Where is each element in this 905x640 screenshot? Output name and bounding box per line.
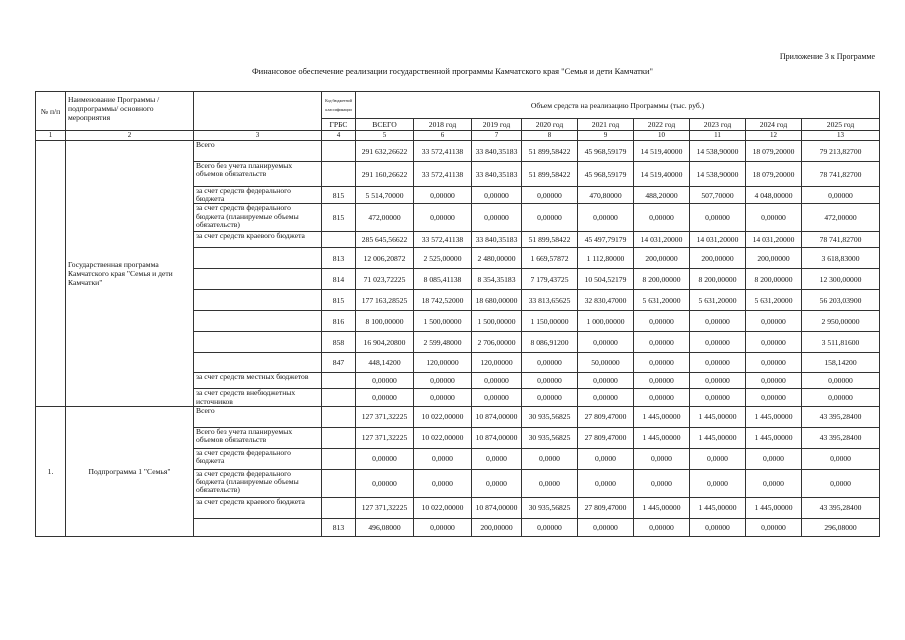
year-value: 43 395,28400 bbox=[802, 427, 880, 448]
grbs-code: 815 bbox=[322, 290, 356, 311]
year-value: 0,00000 bbox=[414, 204, 472, 232]
column-number: 4 bbox=[322, 131, 356, 141]
column-number: 11 bbox=[690, 131, 746, 141]
header-year: 2021 год bbox=[578, 119, 634, 131]
funding-source-label: Всего bbox=[194, 141, 322, 162]
year-value: 1 445,00000 bbox=[690, 497, 746, 518]
row-index: 1. bbox=[36, 406, 66, 536]
funding-source-label bbox=[194, 248, 322, 269]
year-value: 0,00000 bbox=[802, 389, 880, 406]
year-value: 27 809,47000 bbox=[578, 497, 634, 518]
year-value: 18 079,20000 bbox=[746, 162, 802, 187]
grbs-code: 815 bbox=[322, 204, 356, 232]
year-value: 8 354,35183 bbox=[472, 269, 522, 290]
year-value: 200,00000 bbox=[634, 248, 690, 269]
header-year: 2025 год bbox=[802, 119, 880, 131]
year-value: 45 968,59179 bbox=[578, 162, 634, 187]
grbs-code bbox=[322, 427, 356, 448]
year-value: 1 150,00000 bbox=[522, 311, 578, 332]
year-value: 0,0000 bbox=[472, 469, 522, 497]
header-kbs: Код бюджетной классификации bbox=[322, 92, 356, 119]
year-value: 0,00000 bbox=[522, 353, 578, 373]
year-value: 10 022,00000 bbox=[414, 427, 472, 448]
grbs-code bbox=[322, 497, 356, 518]
column-number: 13 bbox=[802, 131, 880, 141]
funding-source-label: Всего без учета планируемых объемов обязательств bbox=[194, 162, 322, 187]
header-no: № п/п bbox=[36, 92, 66, 131]
year-value: 1 500,00000 bbox=[472, 311, 522, 332]
year-value: 0,0000 bbox=[414, 448, 472, 469]
total-value: 5 514,70000 bbox=[356, 187, 414, 204]
total-value: 127 371,32225 bbox=[356, 406, 414, 427]
year-value: 78 741,82700 bbox=[802, 232, 880, 248]
year-value: 200,00000 bbox=[746, 248, 802, 269]
year-value: 0,00000 bbox=[414, 373, 472, 389]
column-number: 8 bbox=[522, 131, 578, 141]
grbs-code bbox=[322, 162, 356, 187]
year-value: 32 830,47000 bbox=[578, 290, 634, 311]
year-value: 0,00000 bbox=[746, 204, 802, 232]
year-value: 488,20000 bbox=[634, 187, 690, 204]
total-value: 177 163,28525 bbox=[356, 290, 414, 311]
column-number: 7 bbox=[472, 131, 522, 141]
grbs-code: 815 bbox=[322, 187, 356, 204]
year-value: 10 504,52179 bbox=[578, 269, 634, 290]
year-value: 18 079,20000 bbox=[746, 141, 802, 162]
year-value: 30 935,56825 bbox=[522, 406, 578, 427]
year-value: 7 179,43725 bbox=[522, 269, 578, 290]
grbs-code bbox=[322, 469, 356, 497]
year-value: 45 497,79179 bbox=[578, 232, 634, 248]
grbs-code bbox=[322, 389, 356, 406]
year-value: 51 899,58422 bbox=[522, 162, 578, 187]
funding-source-label bbox=[194, 269, 322, 290]
header-year: 2020 год bbox=[522, 119, 578, 131]
year-value: 0,00000 bbox=[690, 389, 746, 406]
year-value: 0,00000 bbox=[472, 373, 522, 389]
year-value: 18 680,00000 bbox=[472, 290, 522, 311]
year-value: 0,00000 bbox=[746, 353, 802, 373]
year-value: 0,0000 bbox=[746, 448, 802, 469]
year-value: 120,00000 bbox=[414, 353, 472, 373]
funding-source-label: за счет средств местных бюджетов bbox=[194, 373, 322, 389]
year-value: 10 874,00000 bbox=[472, 427, 522, 448]
year-value: 12 300,00000 bbox=[802, 269, 880, 290]
year-value: 0,00000 bbox=[690, 332, 746, 353]
column-number: 1 bbox=[36, 131, 66, 141]
year-value: 8 200,00000 bbox=[746, 269, 802, 290]
year-value: 56 203,03900 bbox=[802, 290, 880, 311]
year-value: 33 572,41138 bbox=[414, 141, 472, 162]
year-value: 0,00000 bbox=[746, 373, 802, 389]
year-value: 0,0000 bbox=[634, 469, 690, 497]
year-value: 14 519,40000 bbox=[634, 141, 690, 162]
total-value: 448,14200 bbox=[356, 353, 414, 373]
year-value: 0,00000 bbox=[746, 518, 802, 536]
year-value: 0,00000 bbox=[472, 389, 522, 406]
total-value: 0,00000 bbox=[356, 373, 414, 389]
year-value: 0,00000 bbox=[690, 353, 746, 373]
grbs-code: 847 bbox=[322, 353, 356, 373]
year-value: 0,0000 bbox=[690, 469, 746, 497]
funding-source-label: Всего без учета планируемых объемов обязательств bbox=[194, 427, 322, 448]
year-value: 0,0000 bbox=[802, 448, 880, 469]
header-volume: Объем средств на реализацию Программы (тыс. руб.) bbox=[356, 92, 880, 119]
program-name: Государственная программа Камчатского края "Семья и дети Камчатки" bbox=[66, 141, 194, 407]
year-value: 3 511,81600 bbox=[802, 332, 880, 353]
year-value: 79 213,82700 bbox=[802, 141, 880, 162]
document-title: Финансовое обеспечение реализации государственной программы Камчатского края "Семья и дети Камчатки" bbox=[251, 66, 654, 76]
year-value: 0,00000 bbox=[634, 204, 690, 232]
grbs-code: 816 bbox=[322, 311, 356, 332]
year-value: 0,00000 bbox=[414, 187, 472, 204]
year-value: 3 618,83000 bbox=[802, 248, 880, 269]
year-value: 0,00000 bbox=[690, 204, 746, 232]
year-value: 27 809,47000 bbox=[578, 406, 634, 427]
year-value: 10 874,00000 bbox=[472, 497, 522, 518]
year-value: 2 480,00000 bbox=[472, 248, 522, 269]
year-value: 2 706,00000 bbox=[472, 332, 522, 353]
total-value: 0,00000 bbox=[356, 389, 414, 406]
year-value: 2 599,48000 bbox=[414, 332, 472, 353]
year-value: 33 572,41138 bbox=[414, 162, 472, 187]
year-value: 0,00000 bbox=[578, 373, 634, 389]
funding-source-label bbox=[194, 518, 322, 536]
year-value: 0,00000 bbox=[802, 373, 880, 389]
grbs-code bbox=[322, 232, 356, 248]
year-value: 0,0000 bbox=[522, 469, 578, 497]
total-value: 496,08000 bbox=[356, 518, 414, 536]
year-value: 30 935,56825 bbox=[522, 497, 578, 518]
year-value: 1 445,00000 bbox=[690, 427, 746, 448]
funding-source-label: Всего bbox=[194, 406, 322, 427]
year-value: 14 031,20000 bbox=[746, 232, 802, 248]
year-value: 120,00000 bbox=[472, 353, 522, 373]
total-value: 285 645,56622 bbox=[356, 232, 414, 248]
year-value: 0,00000 bbox=[578, 332, 634, 353]
column-number: 6 bbox=[414, 131, 472, 141]
funding-source-label: за счет средств федерального бюджета bbox=[194, 187, 322, 204]
financing-table bbox=[35, 91, 880, 537]
year-value: 0,00000 bbox=[472, 204, 522, 232]
column-number: 12 bbox=[746, 131, 802, 141]
year-value: 0,0000 bbox=[634, 448, 690, 469]
year-value: 14 031,20000 bbox=[634, 232, 690, 248]
year-value: 14 519,40000 bbox=[634, 162, 690, 187]
year-value: 0,00000 bbox=[690, 311, 746, 332]
year-value: 0,0000 bbox=[414, 469, 472, 497]
total-value: 0,00000 bbox=[356, 448, 414, 469]
year-value: 507,70000 bbox=[690, 187, 746, 204]
funding-source-label: за счет средств внебюджетных источников bbox=[194, 389, 322, 406]
year-value: 14 538,90000 bbox=[690, 162, 746, 187]
grbs-code bbox=[322, 448, 356, 469]
year-value: 33 840,35183 bbox=[472, 232, 522, 248]
funding-source-label: за счет средств федерального бюджета (планируемые объемы обязательств) bbox=[194, 469, 322, 497]
year-value: 1 500,00000 bbox=[414, 311, 472, 332]
year-value: 0,0000 bbox=[802, 469, 880, 497]
table-row bbox=[36, 141, 880, 162]
funding-source-label bbox=[194, 290, 322, 311]
year-value: 0,00000 bbox=[634, 389, 690, 406]
year-value: 0,0000 bbox=[522, 448, 578, 469]
total-value: 127 371,32225 bbox=[356, 427, 414, 448]
year-value: 0,00000 bbox=[690, 373, 746, 389]
year-value: 0,0000 bbox=[578, 469, 634, 497]
appendix-note: Приложение 3 к Программе bbox=[779, 52, 875, 61]
year-value: 8 085,41138 bbox=[414, 269, 472, 290]
total-value: 127 371,32225 bbox=[356, 497, 414, 518]
year-value: 1 445,00000 bbox=[746, 406, 802, 427]
year-value: 472,00000 bbox=[802, 204, 880, 232]
year-value: 158,14200 bbox=[802, 353, 880, 373]
funding-source-label: за счет средств федерального бюджета bbox=[194, 448, 322, 469]
year-value: 0,00000 bbox=[578, 204, 634, 232]
year-value: 5 631,20000 bbox=[690, 290, 746, 311]
year-value: 51 899,58422 bbox=[522, 232, 578, 248]
grbs-code: 813 bbox=[322, 248, 356, 269]
year-value: 8 086,91200 bbox=[522, 332, 578, 353]
year-value: 30 935,56825 bbox=[522, 427, 578, 448]
year-value: 33 840,35183 bbox=[472, 141, 522, 162]
year-value: 43 395,28400 bbox=[802, 406, 880, 427]
grbs-code bbox=[322, 373, 356, 389]
year-value: 1 000,00000 bbox=[578, 311, 634, 332]
year-value: 0,00000 bbox=[522, 518, 578, 536]
grbs-code: 858 bbox=[322, 332, 356, 353]
total-value: 16 904,20800 bbox=[356, 332, 414, 353]
year-value: 43 395,28400 bbox=[802, 497, 880, 518]
funding-source-label bbox=[194, 311, 322, 332]
year-value: 10 874,00000 bbox=[472, 406, 522, 427]
year-value: 0,00000 bbox=[472, 187, 522, 204]
year-value: 33 840,35183 bbox=[472, 162, 522, 187]
year-value: 0,00000 bbox=[414, 389, 472, 406]
year-value: 0,00000 bbox=[634, 353, 690, 373]
year-value: 33 813,65625 bbox=[522, 290, 578, 311]
year-value: 0,00000 bbox=[634, 311, 690, 332]
year-value: 0,00000 bbox=[746, 389, 802, 406]
year-value: 14 031,20000 bbox=[690, 232, 746, 248]
funding-source-label: за счет средств краевого бюджета bbox=[194, 232, 322, 248]
total-value: 0,00000 bbox=[356, 469, 414, 497]
year-value: 0,00000 bbox=[634, 518, 690, 536]
year-value: 0,0000 bbox=[746, 469, 802, 497]
year-value: 0,00000 bbox=[746, 311, 802, 332]
year-value: 0,00000 bbox=[690, 518, 746, 536]
year-value: 0,0000 bbox=[578, 448, 634, 469]
year-value: 1 445,00000 bbox=[634, 427, 690, 448]
year-value: 2 950,00000 bbox=[802, 311, 880, 332]
year-value: 51 899,58422 bbox=[522, 141, 578, 162]
column-number: 9 bbox=[578, 131, 634, 141]
header-empty bbox=[194, 92, 322, 131]
year-value: 0,00000 bbox=[522, 187, 578, 204]
column-number: 10 bbox=[634, 131, 690, 141]
header-grbs: ГРБС bbox=[322, 119, 356, 131]
year-value: 200,00000 bbox=[472, 518, 522, 536]
year-value: 1 445,00000 bbox=[746, 497, 802, 518]
column-number: 3 bbox=[194, 131, 322, 141]
header-year: 2018 год bbox=[414, 119, 472, 131]
grbs-code: 814 bbox=[322, 269, 356, 290]
column-number: 5 bbox=[356, 131, 414, 141]
year-value: 14 538,90000 bbox=[690, 141, 746, 162]
year-value: 27 809,47000 bbox=[578, 427, 634, 448]
year-value: 0,00000 bbox=[522, 373, 578, 389]
funding-source-label: за счет средств федерального бюджета (планируемые объемы обязательств) bbox=[194, 204, 322, 232]
grbs-code bbox=[322, 141, 356, 162]
header-year: 2022 год bbox=[634, 119, 690, 131]
year-value: 5 631,20000 bbox=[746, 290, 802, 311]
year-value: 10 022,00000 bbox=[414, 406, 472, 427]
year-value: 5 631,20000 bbox=[634, 290, 690, 311]
total-value: 8 100,00000 bbox=[356, 311, 414, 332]
year-value: 0,00000 bbox=[802, 187, 880, 204]
year-value: 470,80000 bbox=[578, 187, 634, 204]
header-year: 2019 год bbox=[472, 119, 522, 131]
funding-source-label bbox=[194, 353, 322, 373]
year-value: 78 741,82700 bbox=[802, 162, 880, 187]
year-value: 1 445,00000 bbox=[634, 406, 690, 427]
year-value: 0,0000 bbox=[690, 448, 746, 469]
year-value: 45 968,59179 bbox=[578, 141, 634, 162]
header-year: 2024 год bbox=[746, 119, 802, 131]
program-name: Подпрограмма 1 "Семья" bbox=[66, 406, 194, 536]
grbs-code: 813 bbox=[322, 518, 356, 536]
year-value: 1 445,00000 bbox=[634, 497, 690, 518]
year-value: 0,00000 bbox=[578, 518, 634, 536]
year-value: 0,00000 bbox=[522, 204, 578, 232]
header-total: ВСЕГО bbox=[356, 119, 414, 131]
grbs-code bbox=[322, 406, 356, 427]
header-program-name: Наименование Программы /подпрограммы/ основного мероприятия bbox=[66, 92, 194, 131]
table-row bbox=[36, 406, 880, 427]
total-value: 291 632,26622 bbox=[356, 141, 414, 162]
year-value: 0,00000 bbox=[522, 389, 578, 406]
year-value: 2 525,00000 bbox=[414, 248, 472, 269]
funding-source-label: за счет средств краевого бюджета bbox=[194, 497, 322, 518]
header-year: 2023 год bbox=[690, 119, 746, 131]
year-value: 1 669,57872 bbox=[522, 248, 578, 269]
year-value: 18 742,52000 bbox=[414, 290, 472, 311]
year-value: 0,00000 bbox=[634, 373, 690, 389]
total-value: 472,00000 bbox=[356, 204, 414, 232]
year-value: 0,00000 bbox=[578, 389, 634, 406]
year-value: 8 200,00000 bbox=[634, 269, 690, 290]
year-value: 50,00000 bbox=[578, 353, 634, 373]
year-value: 0,00000 bbox=[414, 518, 472, 536]
year-value: 200,00000 bbox=[690, 248, 746, 269]
year-value: 33 572,41138 bbox=[414, 232, 472, 248]
total-value: 12 006,20872 bbox=[356, 248, 414, 269]
funding-source-label bbox=[194, 332, 322, 353]
year-value: 1 445,00000 bbox=[746, 427, 802, 448]
year-value: 4 048,00000 bbox=[746, 187, 802, 204]
year-value: 296,08000 bbox=[802, 518, 880, 536]
year-value: 1 112,80000 bbox=[578, 248, 634, 269]
year-value: 1 445,00000 bbox=[690, 406, 746, 427]
total-value: 291 160,26622 bbox=[356, 162, 414, 187]
year-value: 0,0000 bbox=[472, 448, 522, 469]
year-value: 8 200,00000 bbox=[690, 269, 746, 290]
column-number: 2 bbox=[66, 131, 194, 141]
row-index bbox=[36, 141, 66, 407]
year-value: 0,00000 bbox=[634, 332, 690, 353]
total-value: 71 023,72225 bbox=[356, 269, 414, 290]
year-value: 0,00000 bbox=[746, 332, 802, 353]
year-value: 10 022,00000 bbox=[414, 497, 472, 518]
